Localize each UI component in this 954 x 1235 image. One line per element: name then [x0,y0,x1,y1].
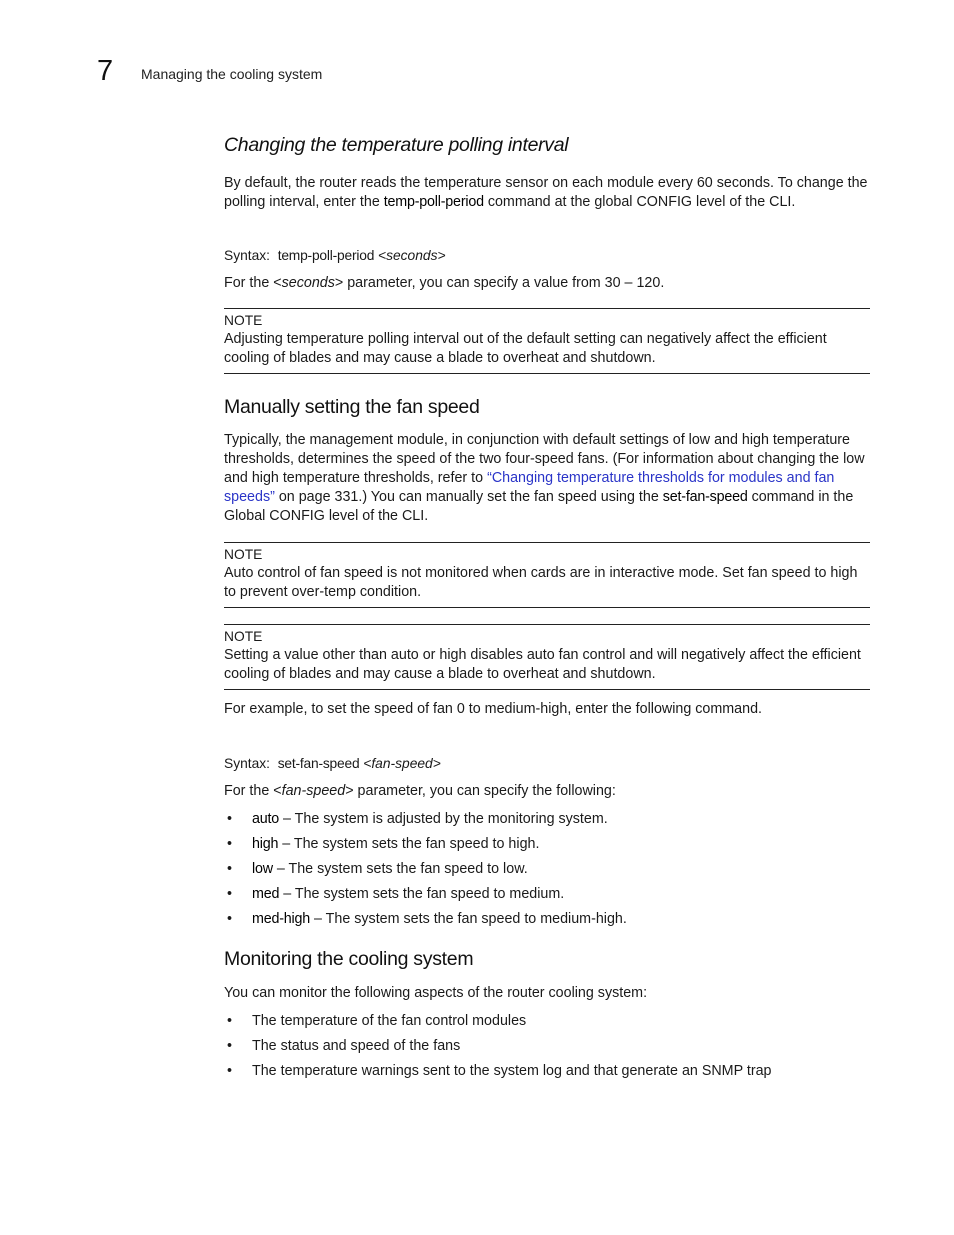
option-description: – The system sets the fan speed to medium. [279,886,565,902]
bullet-icon: • [227,1013,233,1029]
list-item [224,810,870,829]
note-label: NOTE [224,313,263,328]
option-keyword: med-high [252,911,311,927]
option-keyword: low [252,861,273,877]
text: command at the global CONFIG level of the CLI. [483,194,796,210]
syntax-label: Syntax: [224,248,271,263]
monitoring-aspects-list [224,1012,870,1081]
bullet-icon: • [227,911,233,927]
text: command in the Global CONFIG level of the CLI. [224,489,854,524]
note-label: NOTE [224,547,263,562]
bullet-icon: • [227,1063,233,1079]
text: Typically, the management module, in conjunction with default settings of low and high temperature thresholds, determines the speed of the two four-speed fans. (For information about changing the low and high temperature thresholds, refer to [224,432,865,486]
syntax-param: <fan-speed> [363,756,441,771]
page-content [224,132,870,1081]
running-head: Managing the cooling system [141,66,323,82]
bullet-icon: • [227,1038,233,1054]
note-box [224,624,870,690]
option-keyword: med [252,886,280,902]
param-name: seconds [281,275,335,291]
paragraph-fan-speed-param [224,782,870,801]
list-item-text: The status and speed of the fans [252,1038,461,1054]
list-item [224,1062,870,1081]
paragraph-temp-poll-intro [224,174,870,212]
syntax-command: temp-poll-period [277,248,375,263]
bullet-icon: • [227,861,233,877]
list-item-text: The temperature of the fan control modules [252,1013,527,1029]
text: For the < [224,783,282,799]
paragraph-fan-speed-intro [224,431,870,526]
paragraph-monitoring-intro: You can monitor the following aspects of the router cooling system: [224,985,648,1001]
option-description: – The system sets the fan speed to low. [272,861,528,877]
list-item-text: The temperature warnings sent to the system log and that generate an SNMP trap [252,1063,772,1079]
heading-fan-speed: Manually setting the fan speed [224,396,480,418]
command-keyword: set-fan-speed [662,489,748,505]
syntax-param: <seconds> [378,248,446,263]
list-item [224,910,870,929]
list-item [224,835,870,854]
syntax-command: set-fan-speed [277,756,360,771]
list-item [224,1037,870,1056]
text: By default, the router reads the temperature sensor on each module every 60 seconds. To change the polling interval, enter the [224,175,868,210]
option-keyword: high [252,836,279,852]
paragraph-seconds-param [224,274,870,293]
list-item [224,860,870,879]
heading-monitoring: Monitoring the cooling system [224,948,474,970]
note-box [224,308,870,374]
list-item [224,1012,870,1031]
bullet-icon: • [227,886,233,902]
option-description: – The system sets the fan speed to medium-high. [310,911,627,927]
fan-speed-options-list [224,810,870,929]
chapter-number: 7 [97,55,114,87]
command-keyword: temp-poll-period [383,194,484,210]
paragraph-example: For example, to set the speed of fan 0 to medium-high, enter the following command. [224,701,763,717]
list-item [224,885,870,904]
text: on page 331.) You can manually set the fan speed using the [274,489,663,505]
note-label: NOTE [224,629,263,644]
option-keyword: auto [252,811,280,827]
param-name: fan-speed [281,783,346,799]
note-text: Setting a value other than auto or high disables auto fan control and will negatively affect the efficient cooling of blades and may cause a blade to overheat and shutdown. [224,647,861,682]
text: For the < [224,275,282,291]
heading-temp-polling: Changing the temperature polling interval [224,134,569,156]
note-text: Auto control of fan speed is not monitored when cards are in interactive mode. Set fan speed to high to prevent over-temp condition. [224,565,858,600]
note-text: Adjusting temperature polling interval out of the default setting can negatively affect the efficient cooling of blades and may cause a blade to overheat and shutdown. [224,331,827,366]
text: > parameter, you can specify the following: [345,783,616,799]
bullet-icon: • [227,811,233,827]
syntax-label: Syntax: [224,756,271,771]
cross-reference-link[interactable]: “Changing temperature thresholds for modules and fan speeds” [224,470,835,505]
text: > parameter, you can specify a value from 30 – 120. [334,275,665,291]
option-description: – The system sets the fan speed to high. [278,836,540,852]
bullet-icon: • [227,836,233,852]
note-box [224,542,870,608]
option-description: – The system is adjusted by the monitoring system. [279,811,608,827]
syntax-temp-poll [224,246,870,265]
syntax-fan-speed [224,754,870,773]
